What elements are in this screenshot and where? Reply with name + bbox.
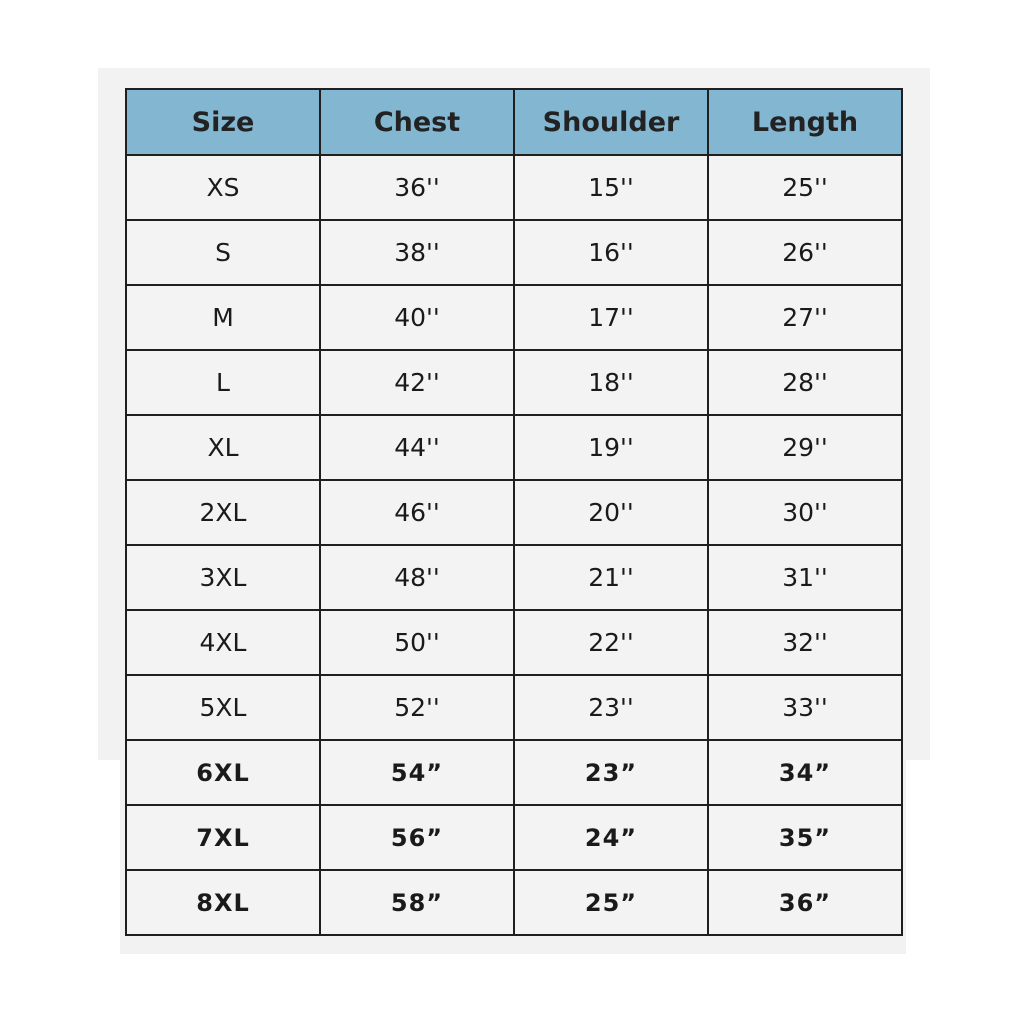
cell-size: M (126, 285, 320, 350)
cell-length: 31'' (708, 545, 902, 610)
cell-length: 33'' (708, 675, 902, 740)
cell-chest: 36'' (320, 155, 514, 220)
cell-chest: 54” (320, 740, 514, 805)
cell-chest: 48'' (320, 545, 514, 610)
cell-length: 35” (708, 805, 902, 870)
cell-size: 4XL (126, 610, 320, 675)
cell-length: 29'' (708, 415, 902, 480)
cell-length: 30'' (708, 480, 902, 545)
table-row (126, 740, 902, 805)
cell-length: 27'' (708, 285, 902, 350)
header-size: Size (126, 89, 320, 155)
cell-length: 26'' (708, 220, 902, 285)
cell-shoulder: 21'' (514, 545, 708, 610)
cell-length: 28'' (708, 350, 902, 415)
cell-size: 2XL (126, 480, 320, 545)
cell-chest: 46'' (320, 480, 514, 545)
cell-shoulder: 19'' (514, 415, 708, 480)
cell-chest: 56” (320, 805, 514, 870)
header-chest: Chest (320, 89, 514, 155)
table-row (126, 675, 902, 740)
cell-size: XS (126, 155, 320, 220)
cell-shoulder: 15'' (514, 155, 708, 220)
cell-shoulder: 18'' (514, 350, 708, 415)
cell-size: 3XL (126, 545, 320, 610)
table-row (126, 415, 902, 480)
cell-shoulder: 17'' (514, 285, 708, 350)
cell-shoulder: 16'' (514, 220, 708, 285)
cell-length: 25'' (708, 155, 902, 220)
header-row (126, 89, 902, 155)
table-row (126, 350, 902, 415)
cell-chest: 42'' (320, 350, 514, 415)
cell-shoulder: 24” (514, 805, 708, 870)
cell-size: 6XL (126, 740, 320, 805)
cell-size: 5XL (126, 675, 320, 740)
cell-chest: 40'' (320, 285, 514, 350)
table-row (126, 805, 902, 870)
table-body (126, 155, 902, 935)
cell-length: 34” (708, 740, 902, 805)
table-row (126, 610, 902, 675)
cell-size: L (126, 350, 320, 415)
table-row (126, 220, 902, 285)
header-length: Length (708, 89, 902, 155)
cell-shoulder: 20'' (514, 480, 708, 545)
cell-size: XL (126, 415, 320, 480)
table-row (126, 155, 902, 220)
size-chart-table (125, 88, 903, 936)
cell-shoulder: 23” (514, 740, 708, 805)
cell-chest: 44'' (320, 415, 514, 480)
cell-shoulder: 25” (514, 870, 708, 935)
cell-chest: 58” (320, 870, 514, 935)
header-shoulder: Shoulder (514, 89, 708, 155)
table-row (126, 480, 902, 545)
cell-shoulder: 23'' (514, 675, 708, 740)
cell-size: 8XL (126, 870, 320, 935)
cell-length: 32'' (708, 610, 902, 675)
table-row (126, 285, 902, 350)
cell-chest: 52'' (320, 675, 514, 740)
table-row (126, 870, 902, 935)
cell-chest: 50'' (320, 610, 514, 675)
cell-shoulder: 22'' (514, 610, 708, 675)
cell-size: S (126, 220, 320, 285)
cell-chest: 38'' (320, 220, 514, 285)
cell-length: 36” (708, 870, 902, 935)
cell-size: 7XL (126, 805, 320, 870)
table-row (126, 545, 902, 610)
